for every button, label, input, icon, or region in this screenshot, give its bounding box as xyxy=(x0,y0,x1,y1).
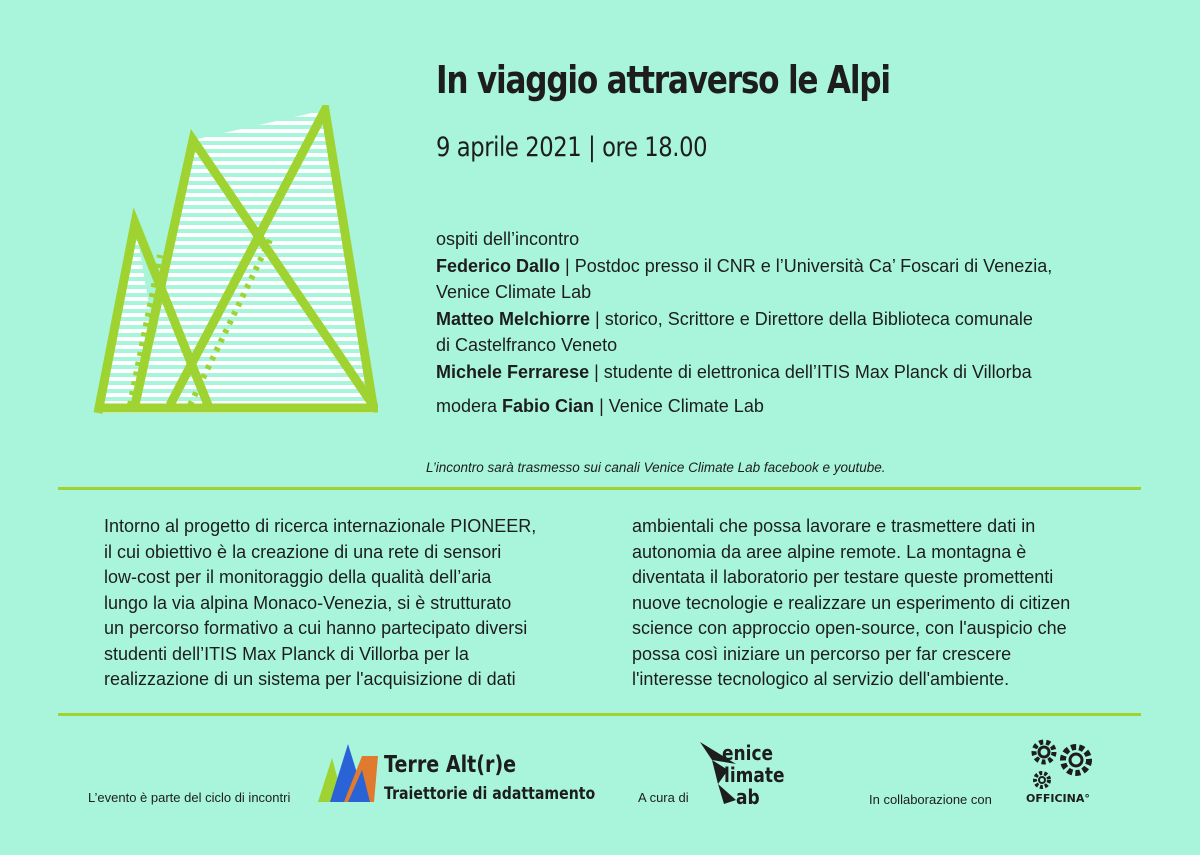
description-line: autonomia da aree alpine remote. La montagna è xyxy=(632,541,1027,562)
vcl-line-1: enice xyxy=(722,741,774,765)
guests-heading: ospiti dell’incontro xyxy=(436,229,580,249)
description-line: ambientali che possa lavorare e trasmettere dati in xyxy=(632,516,1036,536)
divider-bottom xyxy=(58,713,1141,716)
officina-gears-logo xyxy=(1026,734,1098,792)
mountain-stripe xyxy=(90,305,380,309)
moderator-name: Fabio Cian xyxy=(502,396,595,416)
description-line: possa così iniziare un percorso per far crescere xyxy=(632,643,1012,664)
collaboration-text: In collaborazione con xyxy=(869,792,992,807)
event-datetime: 9 aprile 2021 | ore 18.00 xyxy=(436,132,708,163)
curated-by-text: A cura di xyxy=(638,790,689,805)
cycle-text: L’evento è parte del ciclo di incontri xyxy=(88,790,291,805)
mountain-stripe xyxy=(90,385,380,389)
broadcast-note: L’incontro sarà trasmesso sui canali Venice Climate Lab facebook e youtube. xyxy=(426,460,886,475)
description-line: realizzazione di un sistema per l'acquisizione di dati xyxy=(104,669,516,689)
divider-top xyxy=(58,487,1141,490)
description-line: l'interesse tecnologico al servizio dell'ambiente. xyxy=(632,669,1010,689)
guest-role: studente di elettronica dell’ITIS Max Planck di Villorba xyxy=(603,361,1032,382)
description-line: Intorno al progetto di ricerca internazionale PIONEER, xyxy=(104,516,537,536)
mountain-stripe xyxy=(90,377,380,381)
mountain-stripe xyxy=(90,337,380,341)
guest-role: Postdoc presso il CNR e l’Università Ca’ Foscari di Venezia, xyxy=(574,255,1053,276)
description-column-1 xyxy=(104,514,604,693)
moderator-org: Venice Climate Lab xyxy=(608,396,764,416)
guest-role-cont: Venice Climate Lab xyxy=(436,282,592,302)
officina-text: OFFICINA° xyxy=(1026,792,1090,805)
mountain-stripe xyxy=(90,121,380,125)
guest-3 xyxy=(436,359,1136,386)
guest-role: storico, Scrittore e Direttore della Biblioteca comunale xyxy=(604,308,1033,329)
mountain-stripe xyxy=(90,257,380,261)
description-line: science con approccio open-source, con l'auspicio che xyxy=(632,618,1067,638)
guest-separator: | xyxy=(590,308,605,329)
description-line: il cui obiettivo è la creazione di una rete di sensori xyxy=(104,541,502,562)
mountain-stripe xyxy=(90,265,380,269)
guest-name: Matteo Melchiorre xyxy=(436,308,591,329)
guest-separator: | xyxy=(560,255,575,276)
mountain-stripe xyxy=(90,297,380,301)
description-line: studenti dell’ITIS Max Planck di Villorba per la xyxy=(104,643,469,664)
mountain-stripe xyxy=(90,113,380,117)
description-column-2 xyxy=(632,514,1072,693)
terre-altre-title: Terre Alt(r)e xyxy=(384,752,517,778)
description-line: diventata il laboratorio per testare queste promettenti xyxy=(632,567,1054,587)
description-line: low-cost per il monitoraggio della qualità dell’aria xyxy=(104,567,492,587)
mountains-illustration xyxy=(90,105,380,423)
guest-2 xyxy=(436,306,1136,333)
terre-altre-subtitle: Traiettorie di adattamento xyxy=(384,784,596,804)
mountain-stripe xyxy=(90,361,380,365)
moderator-prefix: modera xyxy=(436,396,503,416)
description-line: lungo la via alpina Monaco-Venezia, si è strutturato xyxy=(104,592,512,613)
guest-name: Michele Ferrarese xyxy=(436,361,590,382)
mountain-stripe xyxy=(90,329,380,333)
moderator xyxy=(436,393,1136,420)
event-title: In viaggio attraverso le Alpi xyxy=(436,58,890,102)
guest-name: Federico Dallo xyxy=(436,255,561,276)
guest-role-cont: di Castelfranco Veneto xyxy=(436,335,618,355)
guest-separator: | xyxy=(589,361,604,382)
mountain-stripe xyxy=(90,145,380,149)
terre-altre-mountains-logo xyxy=(318,744,380,804)
guest-1 xyxy=(436,253,1136,280)
description-line: nuove tecnologie e realizzare un esperimento di citizen xyxy=(632,592,1071,613)
vcl-line-3: ab xyxy=(736,785,760,809)
vcl-line-2: limate xyxy=(724,763,785,787)
mountain-stripe xyxy=(90,321,380,325)
moderator-separator: | xyxy=(594,396,609,416)
description-line: un percorso formativo a cui hanno partecipato diversi xyxy=(104,618,528,638)
guests-section xyxy=(436,226,1136,420)
mountain-stripe xyxy=(90,129,380,133)
mountain-stripe xyxy=(90,137,380,141)
